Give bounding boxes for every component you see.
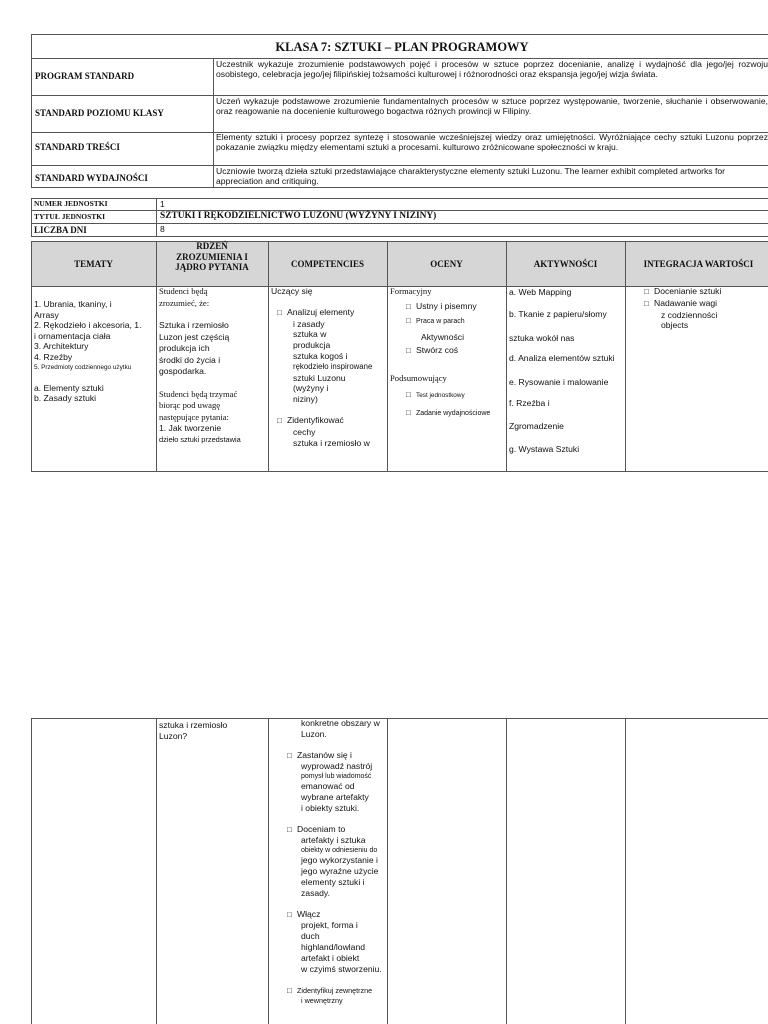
competency-line: sztuka w — [293, 329, 327, 340]
oceny-item — [390, 301, 508, 313]
oceny-podsumowujacy: Podsumowujący — [390, 372, 447, 383]
aktywnosc-item: a. Web Mapping — [509, 287, 572, 297]
rdzen-line: następujące pytania: — [159, 411, 229, 422]
rdzen-line: 1. Jak tworzenie — [159, 423, 222, 433]
tematy-line: 3. Architektury — [34, 341, 89, 352]
integracja-text: Nadawanie wagi — [654, 297, 718, 308]
competency-text: Doceniam to — [297, 824, 346, 834]
competency-text: Zastanów się i — [297, 750, 352, 760]
rdzen-line: Studenci będą — [159, 286, 208, 296]
unit-number-label: NUMER JEDNOSTKI — [34, 199, 108, 208]
rdzen-cell — [159, 286, 267, 444]
competency-line: konkretne obszary w — [301, 718, 380, 728]
aktywnosc-item: e. Rysowanie i malowanie — [509, 377, 609, 387]
oceny-cell — [390, 286, 508, 419]
unit-title-label: TYTUŁ JEDNOSTKI — [34, 212, 106, 221]
competency-line: artefakt i obiekt — [301, 953, 360, 963]
integracja-line: z codzienności — [661, 309, 718, 320]
oceny-text: Praca w parach — [416, 318, 465, 325]
days-value: 8 — [160, 224, 165, 234]
aktywnosc-item: Zgromadzenie — [509, 421, 564, 431]
competency-line: elementy sztuki i — [301, 877, 365, 887]
col-header-aktywnosci: AKTYWNOŚCI — [533, 259, 598, 269]
oceny-text: Ustny i pisemny — [416, 300, 477, 311]
oceny-text: Aktywności — [421, 331, 464, 342]
oceny-text: Zadanie wydajnościowe — [416, 409, 491, 417]
text-standard-tresci: Elementy sztuki i procesy poprzez syntezę i stosowanie wcześniejszej wiedzy oraz umiejętności. Wyróżniające cechy sztuki Luzonu poprzez pokazanie związku między elementami sztuki a procesami. kulturowo zróżnicowane społeczności w kraju. — [216, 132, 768, 153]
curriculum-table-continued — [31, 718, 768, 1024]
integracja-line: objects — [661, 320, 689, 331]
competency-line: Luzon. — [301, 729, 327, 739]
aktywnosc-item: f. Rzeźba i — [509, 398, 550, 408]
competency-line: w czyimś stworzeniu. — [301, 964, 382, 974]
col-header-tematy: TEMATY — [74, 259, 113, 269]
tematy-line-small: 5. Przedmioty codziennego użytku — [34, 363, 132, 371]
rdzen-line: środki do życia i — [159, 354, 221, 365]
unit-number-value: 1 — [160, 199, 165, 209]
competency-item — [277, 307, 391, 319]
competency-text: Włącz — [297, 909, 321, 919]
tematy-line: 2. Rękodzieło i akcesoria, 1. — [34, 320, 142, 331]
competency-text: Zidentyfikować — [287, 414, 344, 425]
text-standard-wydajnosci: Uczniowie tworzą dzieła sztuki przedstawiające charakterystyczne elementy sztuki Luzonu. The learner exhibit completed artworks for appreciation and critiquing. — [216, 166, 726, 187]
competency-line: i obiekty sztuki. — [301, 803, 360, 813]
oceny-text: Test jednostkowy — [416, 392, 465, 399]
rdzen-line: produkcja ich — [159, 343, 210, 353]
competency-line: i zasady — [293, 318, 325, 329]
col-header-rdzen: RDZEŃ ZROZUMIENIA I JĄDRO PYTANIA — [175, 241, 249, 272]
aktywnosc-item: sztuka wokół nas — [509, 333, 575, 343]
competency-line-small: pomysł lub wiadomość — [301, 773, 372, 780]
tematy-line: 4. Rzeźby — [34, 351, 73, 362]
tematy-line: 1. Ubrania, tkaniny, i — [34, 299, 112, 309]
competencies-cell-continued — [271, 718, 393, 1005]
col-header-competencies: COMPETENCIES — [290, 259, 364, 269]
integracja-item — [644, 286, 768, 298]
competency-line-small: obiekty w odniesieniu do — [301, 847, 378, 854]
competency-item — [277, 415, 391, 427]
integracja-text: Docenianie sztuki — [654, 286, 722, 296]
curriculum-table — [31, 241, 768, 472]
competency-line: jego wyraźne użycie — [301, 866, 379, 876]
oceny-item — [390, 315, 508, 328]
competency-line: duch — [301, 931, 320, 941]
competency-item — [287, 985, 393, 996]
competency-line: sztuka kogoś i — [293, 350, 348, 361]
oceny-formacyjny: Formacyjny — [390, 286, 432, 296]
standards-table — [31, 34, 768, 188]
competencies-cell — [271, 286, 391, 448]
tematy-line: Arrasy — [34, 309, 59, 320]
text-standard-poziomu: Uczeń wykazuje podstawowe zrozumienie fundamentalnych procesów w sztuce poprzez występowanie, tworzenie, słuchanie i obserwowanie, oraz reagowanie na docenienie kulturowego bogactwa różnych prowincji w Filipiny. — [216, 96, 768, 117]
rdzen-line: gospodarka. — [159, 366, 207, 376]
competency-line: wyprowadź nastrój — [301, 761, 373, 771]
oceny-text: Stwórz coś — [416, 345, 459, 355]
competency-line: niziny) — [293, 394, 318, 405]
competency-line: (wyżyny i — [293, 383, 329, 394]
competency-line: zasady. — [301, 888, 330, 898]
competency-line: artefakty i sztuka — [301, 835, 366, 845]
competency-line: produkcja — [293, 340, 331, 351]
competency-line: rękodzieło inspirowane — [293, 361, 373, 371]
oceny-item — [390, 345, 508, 357]
competency-line: highland/lowland — [301, 942, 366, 952]
rdzen-line: zrozumieć, że: — [159, 297, 210, 308]
competency-intro: Uczący się — [271, 286, 313, 296]
integracja-item — [644, 298, 768, 310]
tematy-line: b. Zasady sztuki — [34, 393, 97, 404]
integracja-cell — [644, 286, 768, 331]
rdzen-line: biorąc pod uwagę — [159, 400, 221, 410]
rdzen-line-small: dzieło sztuki przedstawia — [159, 434, 241, 444]
label-standard-wydajnosci: STANDARD WYDAJNOŚCI — [35, 173, 148, 183]
competency-line: emanować od — [301, 781, 355, 791]
rdzen-line: sztuka i rzemiosło — [159, 720, 228, 730]
rdzen-line: Luzon? — [159, 731, 188, 741]
tematy-line: a. Elementy sztuki — [34, 382, 104, 393]
rdzen-line: Sztuka i rzemiosło — [159, 320, 229, 330]
competency-text: Analizuj elementy — [287, 306, 355, 317]
label-program-standard: PROGRAM STANDARD — [35, 71, 135, 81]
competency-line: cechy — [293, 426, 316, 437]
aktywnosc-item: g. Wystawa Sztuki — [509, 444, 580, 454]
label-standard-poziomu: STANDARD POZIOMU KLASY — [35, 108, 164, 118]
unit-title-value: SZTUKI I RĘKODZIELNICTWO LUZONU (WYŻYNY I NIZINY) — [160, 211, 437, 221]
competency-item — [287, 909, 393, 920]
competency-line-small: i wewnętrzny — [301, 996, 343, 1005]
tematy-cell — [34, 299, 159, 404]
competency-item — [287, 824, 393, 835]
rdzen-line: Studenci będą trzymać — [159, 388, 238, 399]
days-label: LICZBA DNI — [34, 225, 87, 235]
competency-line: sztuki Luzonu — [293, 372, 346, 383]
aktywnosc-item: b. Tkanie z papieru/słomy — [509, 309, 607, 319]
competency-text: Zidentyfikuj zewnętrzne — [297, 986, 373, 995]
col-header-integracja: INTEGRACJA WARTOŚCI — [643, 259, 754, 269]
competency-item — [287, 750, 393, 761]
plan-title: KLASA 7: SZTUKI – PLAN PROGRAMOWY — [275, 40, 529, 54]
rdzen-cell-continued — [159, 720, 267, 742]
col-header-oceny: OCENY — [430, 259, 463, 269]
rdzen-line: Luzon jest częścią — [159, 331, 230, 342]
competency-line: projekt, forma i — [301, 920, 358, 930]
oceny-item — [390, 389, 508, 402]
text-program-standard: Uczestnik wykazuje zrozumienie podstawowych pojęć i procesów w sztuce poprzez docenianie, analizę i wydajność dla jego/jej rozwoju osobistego, celebracja jego/jej filipińskiej tożsamości kulturowej i różnorodności oraz ekspansja jego/jej wizja świata. — [216, 59, 768, 80]
tematy-line: i ornamentacja ciała — [34, 330, 111, 341]
unit-info-table — [31, 198, 768, 242]
label-standard-tresci: STANDARD TREŚCI — [35, 142, 120, 152]
competency-line: sztuka i rzemiosło w — [293, 437, 370, 448]
oceny-item — [390, 407, 508, 420]
competency-line: jego wykorzystanie i — [301, 855, 378, 865]
aktywnosc-item: d. Analiza elementów sztuki — [509, 353, 615, 363]
competency-line: wybrane artefakty — [301, 792, 369, 802]
